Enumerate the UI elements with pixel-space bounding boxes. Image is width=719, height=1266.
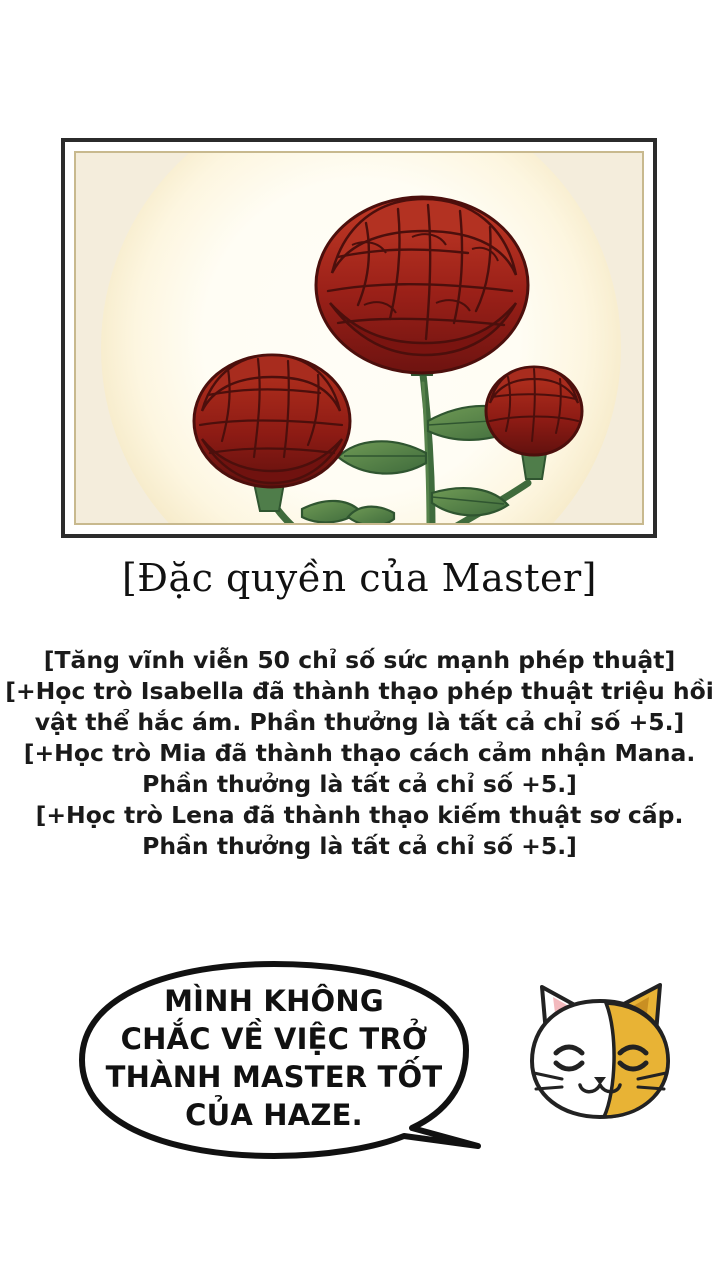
carnation-illustration (76, 153, 644, 525)
balloon-text (74, 982, 474, 1134)
status-line-1: [Tăng vĩnh viễn 50 chỉ số sức mạnh phép thuật] (43, 646, 676, 674)
balloon-line-3: THÀNH MASTER TỐT (105, 1060, 443, 1094)
page-title: [Đặc quyền của Master] (121, 556, 597, 600)
balloon-line-1: MÌNH KHÔNG (164, 984, 384, 1018)
illustration-inner (74, 151, 644, 525)
status-line-3: vật thể hắc ám. Phần thưởng là tất cả chỉ số +5.] (34, 708, 685, 736)
balloon-line-4: CỦA HAZE. (185, 1098, 363, 1132)
winking-cat-face-icon (520, 975, 680, 1125)
status-text-block (0, 645, 719, 862)
speech-balloon (74, 960, 494, 1175)
status-line-2: [+Học trò Isabella đã thành thạo phép thuật triệu hồi (5, 677, 714, 705)
status-line-5: Phần thưởng là tất cả chỉ số +5.] (142, 770, 577, 798)
status-line-4: [+Học trò Mia đã thành thạo cách cảm nhận Mana. (23, 739, 696, 767)
illustration-frame (61, 138, 657, 538)
balloon-line-2: CHẮC VỀ VIỆC TRỞ (120, 1022, 428, 1056)
status-line-6: [+Học trò Lena đã thành thạo kiếm thuật sơ cấp. (35, 801, 684, 829)
status-line-7: Phần thưởng là tất cả chỉ số +5.] (142, 832, 577, 860)
